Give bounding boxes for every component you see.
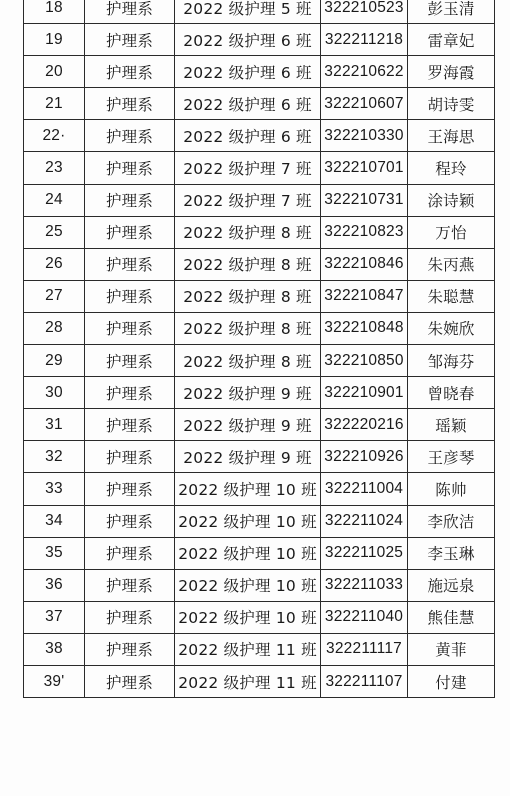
class-cell: 2022 级护理 6 班: [175, 24, 321, 56]
class-cell: 2022 级护理 6 班: [175, 120, 321, 152]
student-name-cell: 胡诗雯: [408, 88, 495, 120]
student-id-cell: 322210846: [321, 248, 408, 280]
student-name-cell: 王彦琴: [408, 441, 495, 473]
department-cell: 护理系: [85, 601, 175, 633]
row-number-cell: 32: [24, 441, 85, 473]
student-id-cell: 322211025: [321, 537, 408, 569]
row-number-cell: 29: [24, 345, 85, 377]
row-number-cell: 25: [24, 216, 85, 248]
student-name-cell: 付建: [408, 665, 495, 697]
class-cell: 2022 级护理 11 班: [175, 665, 321, 697]
department-cell: 护理系: [85, 152, 175, 184]
row-number-cell: 26: [24, 248, 85, 280]
class-cell: 2022 级护理 6 班: [175, 56, 321, 88]
department-cell: 护理系: [85, 248, 175, 280]
student-name-cell: 李欣洁: [408, 505, 495, 537]
table-row: [24, 184, 495, 216]
table-row: [24, 248, 495, 280]
student-name-cell: 涂诗颖: [408, 184, 495, 216]
student-name-cell: 程玲: [408, 152, 495, 184]
student-name-cell: 施远泉: [408, 569, 495, 601]
table-row: [24, 473, 495, 505]
student-name-cell: 陈帅: [408, 473, 495, 505]
student-id-cell: 322210901: [321, 377, 408, 409]
student-name-cell: 曾晓春: [408, 377, 495, 409]
table-row: [24, 377, 495, 409]
row-number-cell: 24: [24, 184, 85, 216]
student-name-cell: 王海思: [408, 120, 495, 152]
student-name-cell: 瑶颖: [408, 409, 495, 441]
student-name-cell: 朱聪慧: [408, 280, 495, 312]
row-number-cell: 19: [24, 24, 85, 56]
table-row: [24, 280, 495, 312]
class-cell: 2022 级护理 10 班: [175, 537, 321, 569]
student-id-cell: 322210847: [321, 280, 408, 312]
department-cell: 护理系: [85, 24, 175, 56]
student-id-cell: 322210701: [321, 152, 408, 184]
row-number-cell: 30: [24, 377, 85, 409]
student-id-cell: 322210523: [321, 0, 408, 24]
student-id-cell: 322211117: [321, 633, 408, 665]
class-cell: 2022 级护理 8 班: [175, 248, 321, 280]
class-cell: 2022 级护理 9 班: [175, 409, 321, 441]
student-id-cell: 322210850: [321, 345, 408, 377]
row-number-cell: 34: [24, 505, 85, 537]
table-row: [24, 601, 495, 633]
department-cell: 护理系: [85, 665, 175, 697]
class-cell: 2022 级护理 7 班: [175, 152, 321, 184]
student-id-cell: 322211024: [321, 505, 408, 537]
row-number-cell: 36: [24, 569, 85, 601]
student-id-cell: 322210823: [321, 216, 408, 248]
student-name-cell: 罗海霞: [408, 56, 495, 88]
student-name-cell: 朱婉欣: [408, 312, 495, 344]
row-number-cell: 35: [24, 537, 85, 569]
class-cell: 2022 级护理 10 班: [175, 473, 321, 505]
table-row: [24, 665, 495, 697]
table-row: [24, 569, 495, 601]
class-cell: 2022 级护理 10 班: [175, 505, 321, 537]
student-id-cell: 322210731: [321, 184, 408, 216]
department-cell: 护理系: [85, 473, 175, 505]
row-number-cell: 18: [24, 0, 85, 24]
student-name-cell: 雷章妃: [408, 24, 495, 56]
student-name-cell: 黄菲: [408, 633, 495, 665]
department-cell: 护理系: [85, 441, 175, 473]
row-number-cell: 31: [24, 409, 85, 441]
department-cell: 护理系: [85, 216, 175, 248]
department-cell: 护理系: [85, 312, 175, 344]
table-row: [24, 56, 495, 88]
class-cell: 2022 级护理 10 班: [175, 569, 321, 601]
table-row: [24, 537, 495, 569]
class-cell: 2022 级护理 8 班: [175, 280, 321, 312]
student-name-cell: 万怡: [408, 216, 495, 248]
table-row: [24, 633, 495, 665]
table-row: [24, 409, 495, 441]
student-id-cell: 322211040: [321, 601, 408, 633]
department-cell: 护理系: [85, 345, 175, 377]
class-cell: 2022 级护理 11 班: [175, 633, 321, 665]
row-number-cell: 27: [24, 280, 85, 312]
row-number-cell: 23: [24, 152, 85, 184]
table-row: [24, 441, 495, 473]
roster-body: [24, 0, 495, 698]
student-name-cell: 熊佳慧: [408, 601, 495, 633]
department-cell: 护理系: [85, 0, 175, 24]
table-row: [24, 24, 495, 56]
table-row: [24, 505, 495, 537]
table-row: [24, 345, 495, 377]
row-number-cell: 38: [24, 633, 85, 665]
row-number-cell: 28: [24, 312, 85, 344]
table-row: [24, 88, 495, 120]
class-cell: 2022 级护理 8 班: [175, 345, 321, 377]
row-number-cell: 33: [24, 473, 85, 505]
department-cell: 护理系: [85, 537, 175, 569]
class-cell: 2022 级护理 8 班: [175, 312, 321, 344]
class-cell: 2022 级护理 6 班: [175, 88, 321, 120]
student-id-cell: 322210607: [321, 88, 408, 120]
table-row: [24, 312, 495, 344]
student-id-cell: 322210926: [321, 441, 408, 473]
department-cell: 护理系: [85, 377, 175, 409]
row-number-cell: 22·: [24, 120, 85, 152]
department-cell: 护理系: [85, 280, 175, 312]
row-number-cell: 39': [24, 665, 85, 697]
student-id-cell: 322210330: [321, 120, 408, 152]
student-id-cell: 322220216: [321, 409, 408, 441]
student-id-cell: 322211218: [321, 24, 408, 56]
student-id-cell: 322211033: [321, 569, 408, 601]
class-cell: 2022 级护理 8 班: [175, 216, 321, 248]
department-cell: 护理系: [85, 120, 175, 152]
department-cell: 护理系: [85, 505, 175, 537]
student-id-cell: 322211004: [321, 473, 408, 505]
department-cell: 护理系: [85, 569, 175, 601]
student-name-cell: 彭玉清: [408, 0, 495, 24]
class-cell: 2022 级护理 7 班: [175, 184, 321, 216]
student-id-cell: 322211107: [321, 665, 408, 697]
class-cell: 2022 级护理 9 班: [175, 377, 321, 409]
student-name-cell: 李玉琳: [408, 537, 495, 569]
row-number-cell: 37: [24, 601, 85, 633]
class-cell: 2022 级护理 9 班: [175, 441, 321, 473]
table-row: [24, 120, 495, 152]
department-cell: 护理系: [85, 184, 175, 216]
table-row: [24, 0, 495, 24]
student-name-cell: 朱丙燕: [408, 248, 495, 280]
department-cell: 护理系: [85, 409, 175, 441]
class-cell: 2022 级护理 5 班: [175, 0, 321, 24]
student-id-cell: 322210848: [321, 312, 408, 344]
student-roster-table: [23, 0, 495, 698]
row-number-cell: 20: [24, 56, 85, 88]
student-name-cell: 邹海芬: [408, 345, 495, 377]
student-id-cell: 322210622: [321, 56, 408, 88]
department-cell: 护理系: [85, 633, 175, 665]
row-number-cell: 21: [24, 88, 85, 120]
department-cell: 护理系: [85, 88, 175, 120]
class-cell: 2022 级护理 10 班: [175, 601, 321, 633]
department-cell: 护理系: [85, 56, 175, 88]
table-row: [24, 216, 495, 248]
table-row: [24, 152, 495, 184]
